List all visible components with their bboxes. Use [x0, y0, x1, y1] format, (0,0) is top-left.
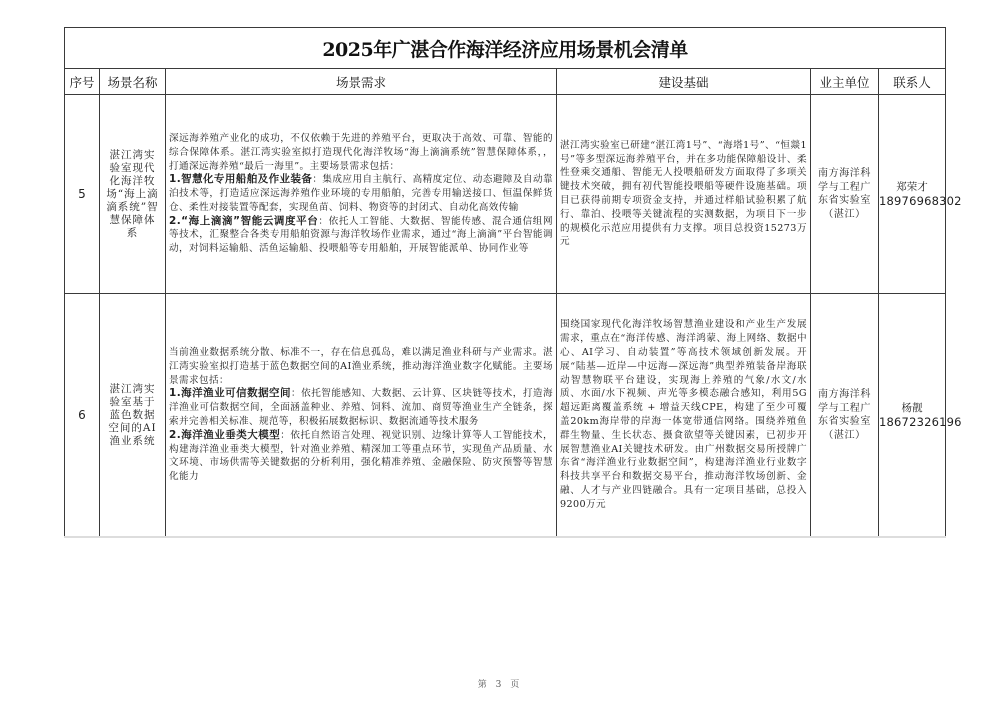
header-scene-requirements: 场景需求 [166, 69, 557, 95]
requirement-item-title: 1.智慧化专用船舶及作业装备 [169, 173, 313, 186]
owner-unit: 南方海洋科学与工程广东省实验室（湛江） [811, 294, 879, 537]
header-contact: 联系人 [879, 69, 946, 95]
requirement-item-2 [169, 215, 553, 256]
header-construction-basis: 建设基础 [557, 69, 811, 95]
table-bottom-shadow [64, 536, 946, 538]
requirements-intro: 当前渔业数据系统分散、标准不一，存在信息孤岛，难以满足渔业科研与产业需求。湛江湾实验室拟打造基于蓝色数据空间的AI渔业系统，推动海洋渔业数字化赋能。主要场景需求包括： [169, 347, 553, 386]
table-row [65, 95, 946, 294]
requirement-item-text: ：集成应用自主航行、高精度定位、动态避障及自动靠泊技术等，打造适应深远海养殖作业环境的专用船舶，完善专用输送接口、恒温保鲜货仓、柔性对接装置等配套，实现鱼苗、饲料、物资等的封闭式、自动化高效传输 [169, 174, 553, 213]
requirement-item-1 [169, 173, 553, 214]
requirement-item-1 [169, 387, 553, 428]
contact-phone: 18672326196 [879, 415, 962, 429]
requirement-item-title: 2.“海上滴滴”智能云调度平台 [169, 214, 319, 227]
document-title: 2025年广湛合作海洋经济应用场景机会清单 [65, 28, 946, 69]
header-index: 序号 [65, 69, 100, 95]
page-number: 第 3 页 [477, 680, 523, 690]
construction-basis: 湛江湾实验室已研建“湛江湾1号”、“海塔1号”、“恒燚1号”等多型深远海养殖平台，并在多功能保障船设计、柔性登乘交通船、智能无人投喂船研发方面取得了多项关键技术突破，拥有初代智能投喂船等硬件设施基础。项目已获得前期专项资金支持，并通过样船试验积累了航行、靠泊、投喂等关键流程的实测数据，为项目下一步的规模化示范应用提供有力支撑。项目总投资15273万元 [557, 95, 811, 294]
table-row [65, 294, 946, 537]
requirement-item-text: ：依托智能感知、大数据、云计算、区块链等技术，打造海洋渔业可信数据空间，全面涵盖种业、养殖、饲料、流加、商贸等渔业生产全链条，探索并完善相关标准、规范等，积极拓展数据标识、数据流通等技术服务 [169, 388, 553, 427]
scene-requirements [166, 95, 557, 294]
requirement-item-text: ：依托人工智能、大数据、智能传感、混合通信组网等技术，汇聚整合各类专用船舶资源与海洋牧场作业需求，通过“海上滴滴”平台智能调动，对饲料运输船、活鱼运输船、投喂船等专用船舶，开展智能派单、协同作业等 [169, 215, 553, 255]
row-index: 5 [65, 95, 100, 294]
table-header-row [65, 69, 946, 95]
requirement-item-text: ：依托自然语言处理、视觉识别、边缘计算等人工智能技术，构建海洋渔业垂类大模型，针对渔业养殖、精深加工等重点环节，实现鱼产品质量、水文环境、市场供需等关键数据的分析利用，强化精准养殖、金融保险、防灾预警等智慧化能力 [169, 429, 553, 483]
requirement-item-2 [169, 429, 553, 484]
scene-name: 湛江湾实验室基于蓝色数据空间的AI渔业系统 [100, 294, 166, 537]
header-scene-name: 场景名称 [100, 69, 166, 95]
construction-basis: 围绕国家现代化海洋牧场智慧渔业建设和产业生产发展需求，重点在“海洋传感、海洋鸿蒙、海上网络、数据中心、AI学习、自动装置”等高技术领域创新发展。开展“陆基—近岸—中远海—深远海”典型养殖装备岸海联动智慧物联平台建设，实现海上养殖的气象/水文/水质、水面/水下视频、声光等多模态融合感知，利用5G超远距离覆盖系统 + 增益天线CPE，构建了至少可覆盖20km海岸带的岸海一体宽带通信网络。围绕养殖鱼群生物量、生长状态、摄食欲望等关键因素，已初步开展智慧渔业AI关键技术研发。由广州数据交易所授牌广东省“海洋渔业行业数据空间”，构建海洋渔业行业数字科技共享平台和数据交易平台，推动海洋牧场创新、金融、人才与产业四链融合。具有一定项目基础，总投入9200万元 [557, 294, 811, 537]
contact-cell [879, 95, 962, 294]
contact-name: 杨靓 [901, 402, 923, 414]
opportunity-table [64, 27, 962, 537]
owner-unit: 南方海洋科学与工程广东省实验室（湛江） [811, 95, 879, 294]
contact-phone: 18976968302 [879, 194, 962, 208]
requirement-item-title: 2.海洋渔业垂类大模型 [169, 428, 281, 441]
scene-name: 湛江湾实验室现代化海洋牧场“海上滴滴系统”智慧保障体系 [100, 95, 166, 294]
scene-requirements [166, 294, 557, 537]
requirement-item-title: 1.海洋渔业可信数据空间 [169, 387, 292, 400]
contact-cell [879, 294, 962, 537]
contact-name: 郑荣才 [896, 181, 928, 193]
row-index: 6 [65, 294, 100, 537]
header-owner-unit: 业主单位 [811, 69, 879, 95]
requirements-intro: 深远海养殖产业化的成功，不仅依赖于先进的养殖平台，更取决于高效、可靠、智能的综合保障体系。湛江湾实验室拟打造现代化海洋牧场“海上滴滴系统”智慧保障体系，，打通深远海养殖“最后一海里”。主要场景需求包括： [169, 132, 553, 172]
